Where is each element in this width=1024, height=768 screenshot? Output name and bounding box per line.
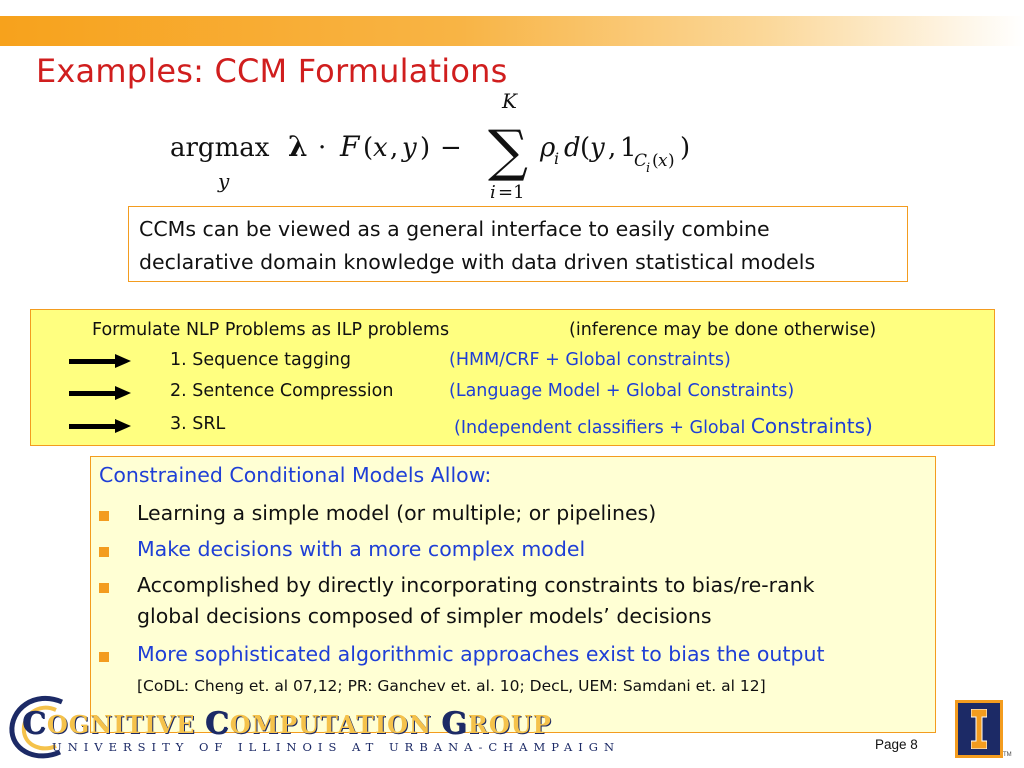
svg-text:y: y (218, 169, 230, 193)
right-arrow-icon (69, 354, 131, 368)
allow-bullet-3-line-2: global decisions composed of simpler models’ decisions (137, 604, 712, 628)
allow-bullet-4: More sophisticated algorithmic approaches exist to bias the output (137, 642, 825, 666)
svg-text:λ: λ (288, 130, 308, 163)
svg-text:ρ: ρ (540, 133, 556, 163)
allow-bullet-1: Learning a simple model (or multiple; or pipelines) (137, 501, 657, 525)
allow-citation: [CoDL: Cheng et. al 07,12; PR: Ganchev et. al. 10; DecL, UEM: Samdani et. al 12] (137, 677, 766, 695)
svg-text:i: i (490, 182, 496, 203)
right-arrow-icon (69, 386, 131, 400)
svg-text:x: x (658, 151, 668, 171)
svg-text:i: i (646, 161, 651, 176)
right-arrow-icon (69, 419, 131, 433)
svg-text:·: · (318, 133, 327, 163)
svg-text:(: ( (580, 133, 591, 163)
nlp-item-3-label: 3. SRL (170, 414, 226, 434)
square-bullet-icon (99, 583, 109, 593)
svg-text:1: 1 (620, 133, 637, 163)
nlp-item-3-note-a: (Independent classifiers + Global (454, 418, 751, 438)
logo-wordmark (22, 706, 552, 741)
svg-text:−: − (440, 133, 462, 163)
svg-text:F: F (340, 130, 360, 163)
svg-text:): ) (680, 133, 691, 163)
logo-initial-g: G (441, 706, 468, 741)
nlp-item-1-label: 1. Sequence tagging (170, 350, 352, 370)
page-number: Page 8 (875, 737, 918, 752)
svg-text:C: C (634, 151, 648, 171)
svg-text:): ) (420, 133, 431, 163)
square-bullet-icon (99, 547, 109, 557)
nlp-item-3-note (454, 414, 873, 438)
svg-text:argmax: argmax (170, 133, 270, 163)
nlp-item-2-label: 2. Sentence Compression (170, 381, 394, 401)
svg-text:∑: ∑ (488, 119, 528, 184)
svg-text:i: i (554, 149, 560, 168)
logo-word-1: OGNITIVE (46, 710, 205, 739)
nlp-ilp-box (30, 309, 995, 446)
ccm-description-line-2: declarative domain knowledge with data driven statistical models (139, 250, 816, 274)
block-i-glyph (971, 709, 987, 749)
title-bar-gradient (0, 16, 1024, 46)
nlp-item-3-note-b: Constraints) (750, 414, 873, 438)
slide-title: Examples: CCM Formulations (36, 52, 508, 90)
logo-initial-c: C (22, 706, 47, 741)
logo-word-3: ROUP (467, 710, 552, 739)
svg-text:y: y (590, 133, 605, 163)
cognitive-computation-group-logo (0, 688, 621, 768)
square-bullet-icon (99, 652, 109, 662)
logo-initial-c2: C (204, 706, 230, 741)
svg-text:(: ( (652, 151, 659, 171)
svg-text:): ) (668, 151, 675, 171)
svg-text:(: ( (363, 133, 374, 163)
svg-text:d: d (564, 133, 581, 163)
svg-text:=1: =1 (498, 182, 525, 203)
nlp-item-1-note: (HMM/CRF + Global constraints) (449, 350, 731, 370)
allow-bullet-3-line-1: Accomplished by directly incorporating constraints to bias/re-rank (137, 573, 815, 597)
logo-university-line: UNIVERSITY OF ILLINOIS AT URBANA-CHAMPAIGN (52, 740, 621, 754)
svg-text:K: K (502, 89, 517, 113)
svg-text:y: y (402, 133, 417, 163)
square-bullet-icon (99, 511, 109, 521)
svg-text:,: , (390, 133, 399, 163)
svg-text:,: , (608, 133, 617, 163)
svg-text:x: x (373, 133, 388, 163)
ccm-objective-formula (168, 88, 768, 203)
nlp-header-note: (inference may be done otherwise) (569, 320, 877, 340)
allow-bullet-2: Make decisions with a more complex model (137, 537, 586, 561)
allow-heading: Constrained Conditional Models Allow: (99, 463, 492, 487)
nlp-item-2-note: (Language Model + Global Constraints) (449, 381, 795, 401)
logo-word-2: OMPUTATION (229, 710, 442, 739)
ccm-description-line-1: CCMs can be viewed as a general interface to easily combine (139, 217, 770, 241)
nlp-header: Formulate NLP Problems as ILP problems (92, 320, 450, 340)
trademark-mark: TM (1003, 752, 1012, 758)
ccm-description-box (128, 206, 908, 282)
illinois-block-i-icon (955, 700, 1003, 758)
